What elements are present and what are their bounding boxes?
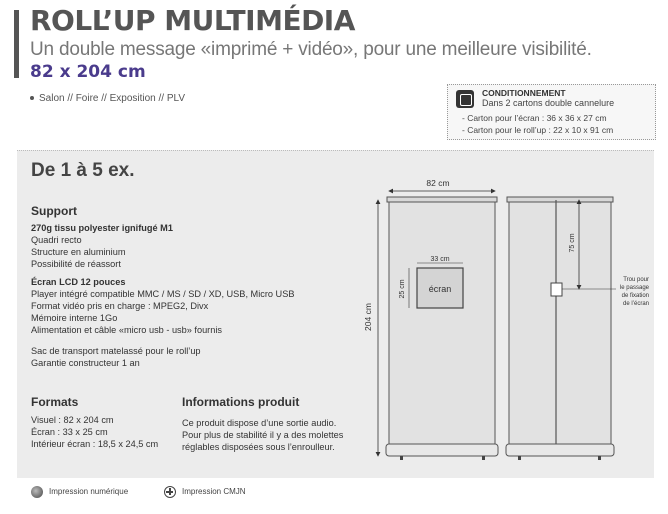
formats-heading: Formats [31, 395, 79, 409]
fixing-hole [551, 283, 562, 296]
digital-print-icon [31, 486, 43, 498]
support-line: Structure en aluminium [31, 247, 126, 257]
conditionnement-line: - Carton pour le roll’up : 22 x 10 x 91 cm [462, 125, 614, 135]
front-view [378, 191, 498, 460]
ecran-heading: Écran LCD 12 pouces [31, 277, 126, 287]
infos-line: Ce produit dispose d’une sortie audio. [182, 418, 337, 428]
quantity-range: De 1 à 5 ex. [31, 160, 135, 181]
legend-cmjn [164, 486, 246, 498]
hole-note-line: le passage [619, 285, 649, 291]
height-label: 204 cm [363, 303, 373, 331]
ecran-line: Alimentation et câble «micro usb - usb» fournis [31, 325, 222, 335]
foot-right-back [598, 456, 601, 460]
usage-text: Salon // Foire // Exposition // PLV [39, 93, 185, 104]
hole-note-line: de l’écran [622, 301, 649, 307]
page-subtitle: Un double message «imprimé + vidéo», pour une meilleure visibilité. [30, 39, 592, 60]
product-dimensions: 82 x 204 cm [30, 62, 146, 82]
back-view [506, 197, 616, 460]
foot-right [482, 456, 485, 460]
ecran-line: Format vidéo pris en charge : MPEG2, Divx [31, 301, 209, 311]
support-heading: Support [31, 204, 77, 218]
cmjn-print-icon [164, 486, 176, 498]
top-bar-back [507, 197, 613, 202]
top-bar-front [387, 197, 497, 202]
ecran-line: Mémoire interne 1Go [31, 313, 118, 323]
support-line: Possibilité de réassort [31, 259, 121, 269]
width-label: 82 cm [426, 178, 450, 188]
banner-front [389, 200, 495, 447]
support-line: Quadri recto [31, 235, 82, 245]
formats-line: Visuel : 82 x 204 cm [31, 415, 114, 425]
hole-note-line: de fixation [621, 293, 649, 299]
base-front [386, 444, 498, 456]
legend-numerique [31, 486, 128, 498]
foot-left [400, 456, 403, 460]
conditionnement-title: CONDITIONNEMENT [482, 88, 566, 98]
base-back [506, 444, 614, 456]
back-height-label: 75 cm [569, 233, 576, 253]
foot-left-back [518, 456, 521, 460]
screen-label: écran [428, 284, 452, 294]
conditionnement-line: - Carton pour l’écran : 36 x 36 x 27 cm [462, 113, 607, 123]
page-title: ROLL’UP MULTIMÉDIA [30, 4, 355, 37]
screen-height-label: 25 cm [399, 279, 406, 299]
extra-line: Sac de transport matelassé pour le roll’up [31, 346, 201, 356]
support-line: 270g tissu polyester ignifugé M1 [31, 223, 173, 233]
conditionnement-subtitle: Dans 2 cartons double cannelure [482, 98, 615, 108]
hole-note-line: Trou pour [623, 277, 649, 283]
legend-cmjn-label: Impression CMJN [182, 487, 246, 497]
infos-heading: Informations produit [182, 395, 300, 409]
infos-line: Pour plus de stabilité il y a des molettes [182, 430, 344, 440]
banner-back [509, 200, 611, 447]
screen-width-label: 33 cm [430, 256, 450, 263]
legend-numerique-label: Impression numérique [49, 487, 129, 497]
formats-line: Intérieur écran : 18,5 x 24,5 cm [31, 439, 159, 449]
infos-line: réglables disposées sous l’enroulleur. [182, 442, 335, 452]
formats-line: Écran : 33 x 25 cm [31, 427, 108, 437]
ecran-line: Player intégré compatible MMC / MS / SD / XD, USB, Micro USB [31, 289, 295, 299]
extra-line: Garantie constructeur 1 an [31, 358, 140, 368]
